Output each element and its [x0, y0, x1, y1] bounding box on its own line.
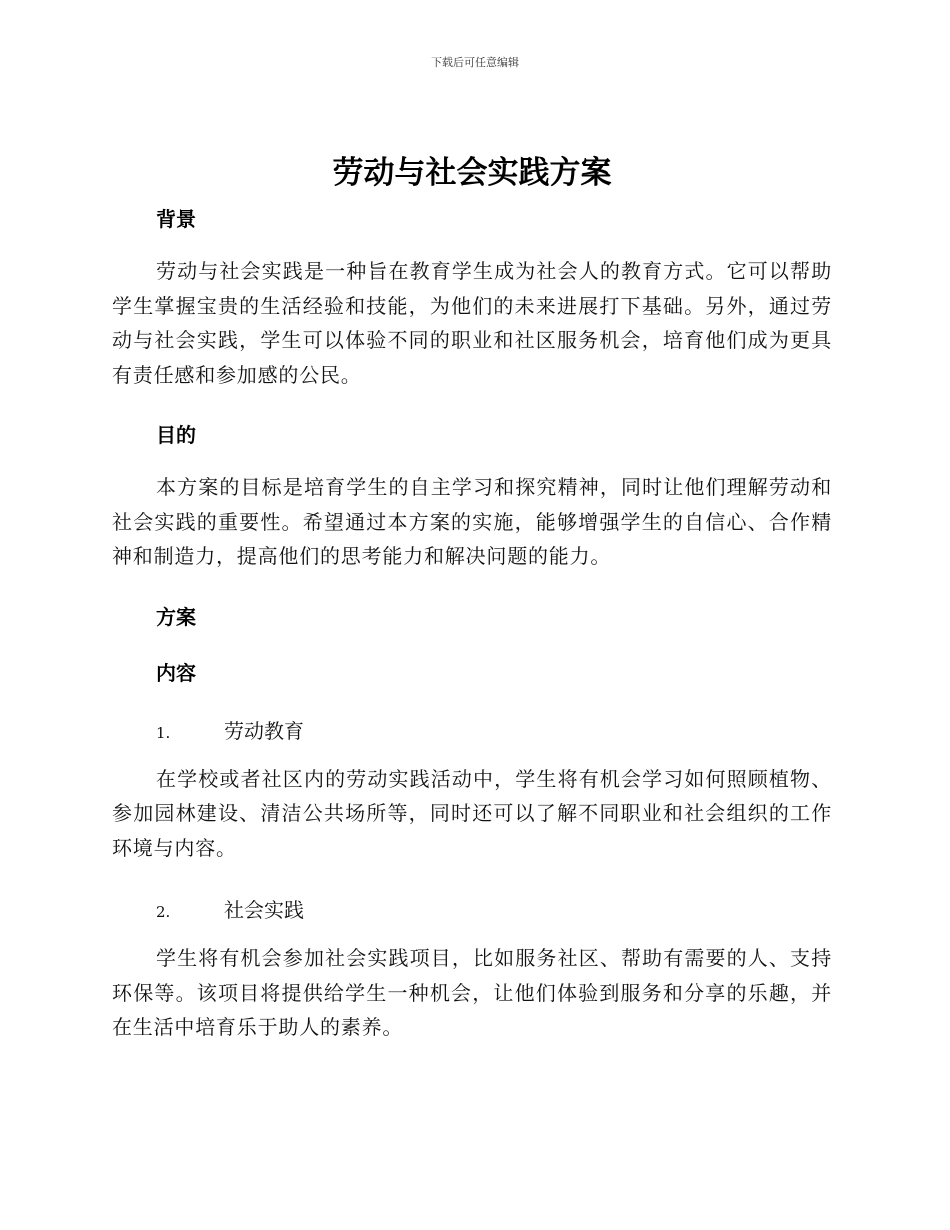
document-title: 劳动与社会实践方案 — [332, 155, 612, 191]
list-item-label: 社会实践 — [224, 898, 304, 922]
list-item-paragraph-labor-education: 在学校或者社区内的劳动实践活动中，学生将有机会学习如何照顾植物、参加园林建设、清洁公共场所等，同时还可以了解不同职业和社会组织的工作环境与内容。 — [112, 766, 832, 860]
list-item-number: 2. — [156, 903, 171, 921]
document-body — [112, 148, 832, 1045]
section-heading-background: 背景 — [156, 207, 196, 231]
section-heading-purpose: 目的 — [156, 423, 196, 447]
list-item-label: 劳动教育 — [224, 718, 304, 743]
section-heading-plan: 方案 — [156, 604, 196, 629]
section-paragraph-purpose: 本方案的目标是培育学生的自主学习和探究精神，同时让他们理解劳动和社会实践的重要性。希望通过本方案的实施，能够增强学生的自信心、合作精神和制造力，提高他们的思考能力和解决问题的能力。 — [112, 475, 832, 568]
list-item-number: 1. — [156, 723, 171, 742]
list-item-social-practice — [112, 895, 832, 927]
section-heading-content: 内容 — [156, 660, 196, 685]
section-paragraph-background: 劳动与社会实践是一种旨在教育学生成为社会人的教育方式。它可以帮助学生掌握宝贵的生活经验和技能，为他们的未来进展打下基础。另外，通过劳动与社会实践，学生可以体验不同的职业和社区服务机会，培育他们成为更具有责任感和参加感的公民。 — [112, 259, 832, 387]
list-item-labor-education — [112, 716, 832, 748]
list-item-paragraph-social-practice: 学生将有机会参加社会实践项目，比如服务社区、帮助有需要的人、支持环保等。该项目将提供给学生一种机会，让他们体验到服务和分享的乐趣，并在生活中培育乐于助人的素养。 — [112, 946, 832, 1039]
page-header-note: 下载后可任意编辑 — [431, 56, 519, 69]
